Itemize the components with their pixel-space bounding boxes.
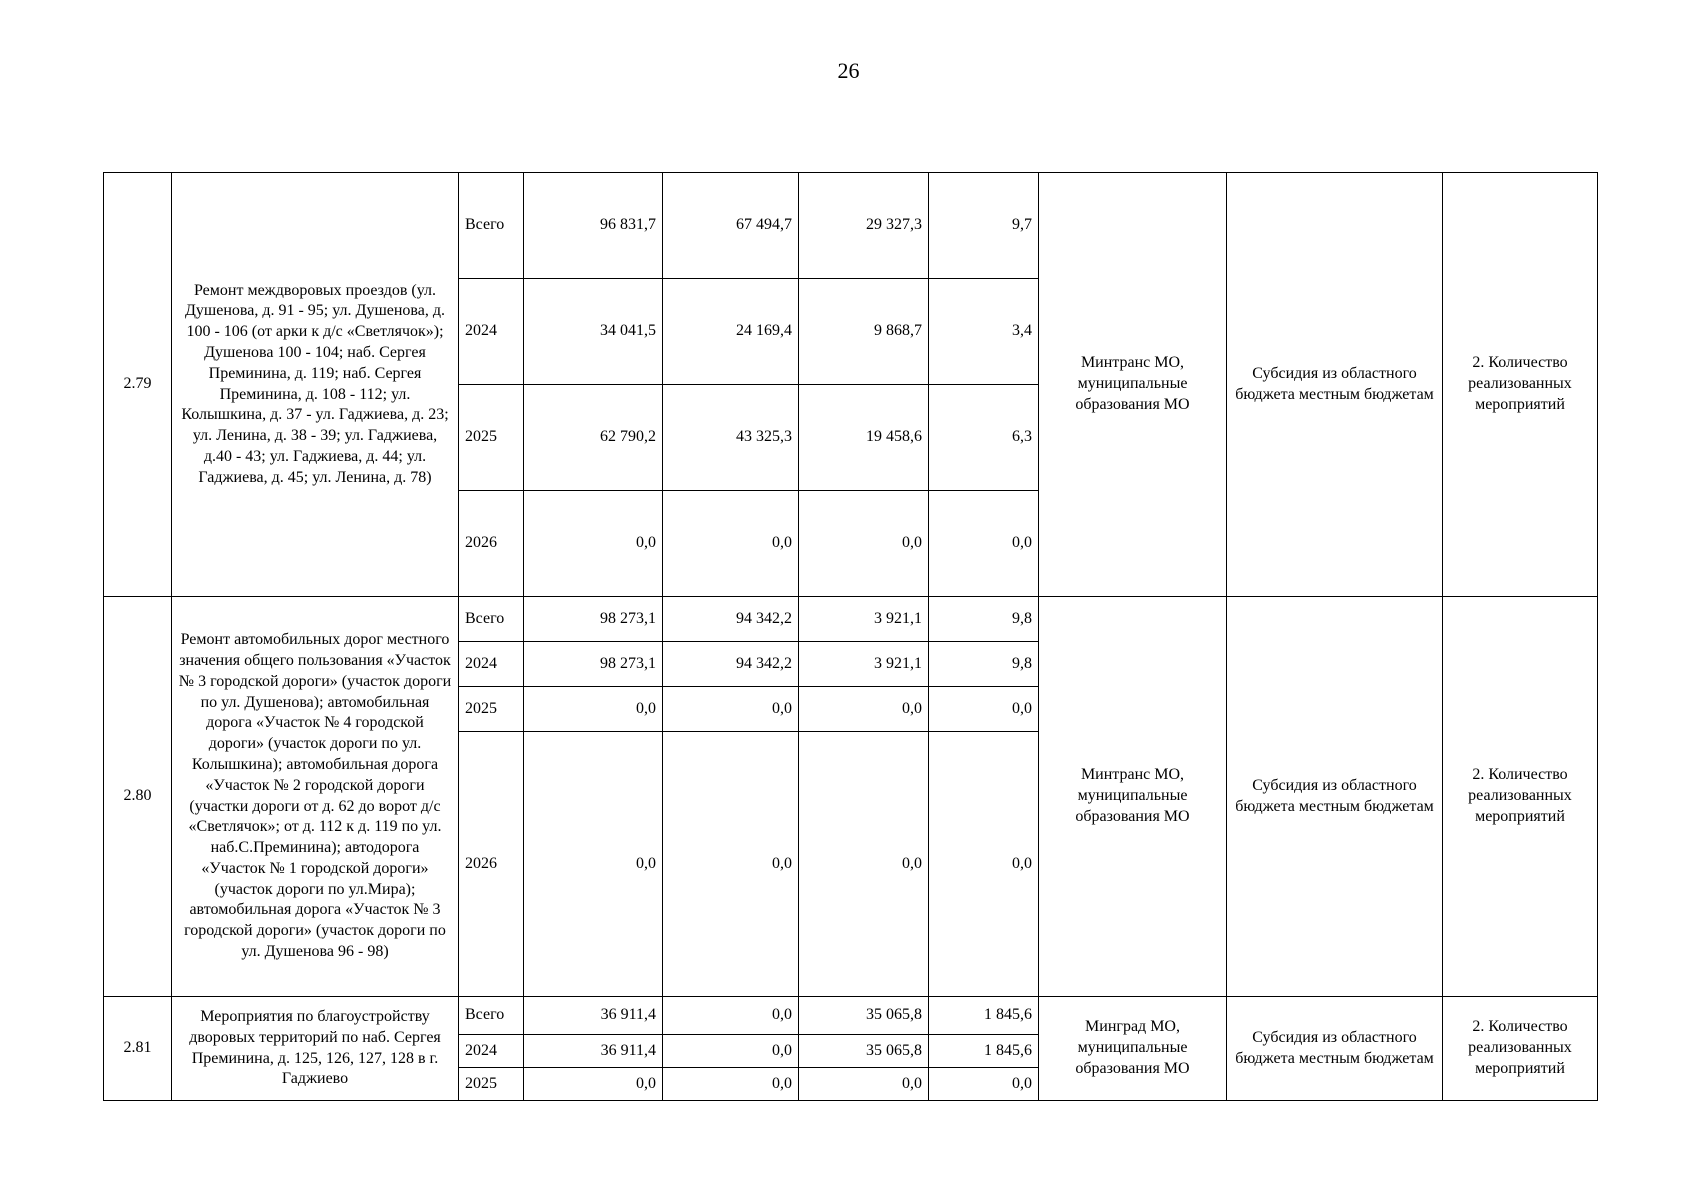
local-cell: 1 845,6 xyxy=(929,997,1039,1035)
year-cell: Всего xyxy=(459,997,524,1035)
total-cell: 36 911,4 xyxy=(524,1035,663,1068)
year-cell: 2025 xyxy=(459,385,524,491)
regional-cell: 19 458,6 xyxy=(799,385,929,491)
federal-cell: 67 494,7 xyxy=(663,173,799,279)
regional-cell: 35 065,8 xyxy=(799,1035,929,1068)
year-cell: 2025 xyxy=(459,687,524,732)
total-cell: 0,0 xyxy=(524,687,663,732)
row-number: 2.79 xyxy=(104,173,172,597)
table-row xyxy=(104,597,1598,642)
year-cell: 2025 xyxy=(459,1068,524,1101)
row-description: Ремонт междворовых проездов (ул. Душенова, д. 91 - 95; ул. Душенова, д. 100 - 106 (от арки к д/с «Светлячок»); Душенова 100 - 104; наб. Сергея Преминина, д. 119; наб. Сергея Преминина, д. 108 - 112; ул. Колышкина, д. 37 - ул. Гаджиева, д. 23; ул. Ленина, д. 38 - 39; ул. Гаджиева, д.40 - 43; ул. Гаджиева, д. 44; ул. Гаджиева, д. 45; ул. Ленина, д. 78) xyxy=(172,173,459,597)
regional-cell: 0,0 xyxy=(799,491,929,597)
year-cell: Всего xyxy=(459,173,524,279)
indicator-cell: 2. Количество реализованных мероприятий xyxy=(1443,997,1598,1101)
federal-cell: 0,0 xyxy=(663,687,799,732)
federal-cell: 94 342,2 xyxy=(663,597,799,642)
total-cell: 0,0 xyxy=(524,1068,663,1101)
regional-cell: 9 868,7 xyxy=(799,279,929,385)
local-cell: 9,7 xyxy=(929,173,1039,279)
row-number: 2.81 xyxy=(104,997,172,1101)
page-number: 26 xyxy=(837,58,860,83)
total-cell: 36 911,4 xyxy=(524,997,663,1035)
year-cell: 2024 xyxy=(459,642,524,687)
local-cell: 1 845,6 xyxy=(929,1035,1039,1068)
program-table xyxy=(103,172,1598,1101)
total-cell: 0,0 xyxy=(524,732,663,997)
local-cell: 9,8 xyxy=(929,597,1039,642)
row-description: Мероприятия по благоустройству дворовых территорий по наб. Сергея Преминина, д. 125, 126, 127, 128 в г. Гаджиево xyxy=(172,997,459,1101)
row-description: Ремонт автомобильных дорог местного значения общего пользования «Участок № 3 городской дороги» (участок дороги по ул. Душенова); автомобильная дорога «Участок № 4 городской дороги» (участок дороги по ул. Колышкина); автомобильная дорога «Участок № 2 городской дороги (участки дороги от д. 62 до ворот д/с «Светлячок»; от д. 112 к д. 119 по ул. наб.С.Преминина); автодорога «Участок № 1 городской дороги» (участок дороги по ул.Мира); автомобильная дорога «Участок № 3 городской дороги» (участок дороги по ул. Душенова 96 - 98) xyxy=(172,597,459,997)
local-cell: 9,8 xyxy=(929,642,1039,687)
federal-cell: 0,0 xyxy=(663,997,799,1035)
executor-cell: Минтранс МО, муниципальные образования МО xyxy=(1039,173,1227,597)
local-cell: 0,0 xyxy=(929,687,1039,732)
total-cell: 98 273,1 xyxy=(524,642,663,687)
federal-cell: 0,0 xyxy=(663,1068,799,1101)
total-cell: 96 831,7 xyxy=(524,173,663,279)
regional-cell: 3 921,1 xyxy=(799,642,929,687)
local-cell: 0,0 xyxy=(929,1068,1039,1101)
regional-cell: 35 065,8 xyxy=(799,997,929,1035)
regional-cell: 0,0 xyxy=(799,732,929,997)
year-cell: 2024 xyxy=(459,279,524,385)
indicator-cell: 2. Количество реализованных мероприятий xyxy=(1443,173,1598,597)
year-cell: 2026 xyxy=(459,732,524,997)
federal-cell: 0,0 xyxy=(663,491,799,597)
federal-cell: 24 169,4 xyxy=(663,279,799,385)
table-row xyxy=(104,173,1598,279)
regional-cell: 0,0 xyxy=(799,1068,929,1101)
executor-cell: Минград МО, муниципальные образования МО xyxy=(1039,997,1227,1101)
executor-cell: Минтранс МО, муниципальные образования МО xyxy=(1039,597,1227,997)
table-row xyxy=(104,997,1598,1035)
federal-cell: 0,0 xyxy=(663,1035,799,1068)
year-cell: 2026 xyxy=(459,491,524,597)
local-cell: 0,0 xyxy=(929,732,1039,997)
regional-cell: 29 327,3 xyxy=(799,173,929,279)
local-cell: 6,3 xyxy=(929,385,1039,491)
regional-cell: 3 921,1 xyxy=(799,597,929,642)
local-cell: 0,0 xyxy=(929,491,1039,597)
regional-cell: 0,0 xyxy=(799,687,929,732)
federal-cell: 0,0 xyxy=(663,732,799,997)
local-cell: 3,4 xyxy=(929,279,1039,385)
source-cell: Субсидия из областного бюджета местным бюджетам xyxy=(1227,997,1443,1101)
total-cell: 34 041,5 xyxy=(524,279,663,385)
row-number: 2.80 xyxy=(104,597,172,997)
federal-cell: 94 342,2 xyxy=(663,642,799,687)
total-cell: 0,0 xyxy=(524,491,663,597)
total-cell: 98 273,1 xyxy=(524,597,663,642)
indicator-cell: 2. Количество реализованных мероприятий xyxy=(1443,597,1598,997)
total-cell: 62 790,2 xyxy=(524,385,663,491)
source-cell: Субсидия из областного бюджета местным бюджетам xyxy=(1227,597,1443,997)
federal-cell: 43 325,3 xyxy=(663,385,799,491)
year-cell: Всего xyxy=(459,597,524,642)
source-cell: Субсидия из областного бюджета местным бюджетам xyxy=(1227,173,1443,597)
year-cell: 2024 xyxy=(459,1035,524,1068)
